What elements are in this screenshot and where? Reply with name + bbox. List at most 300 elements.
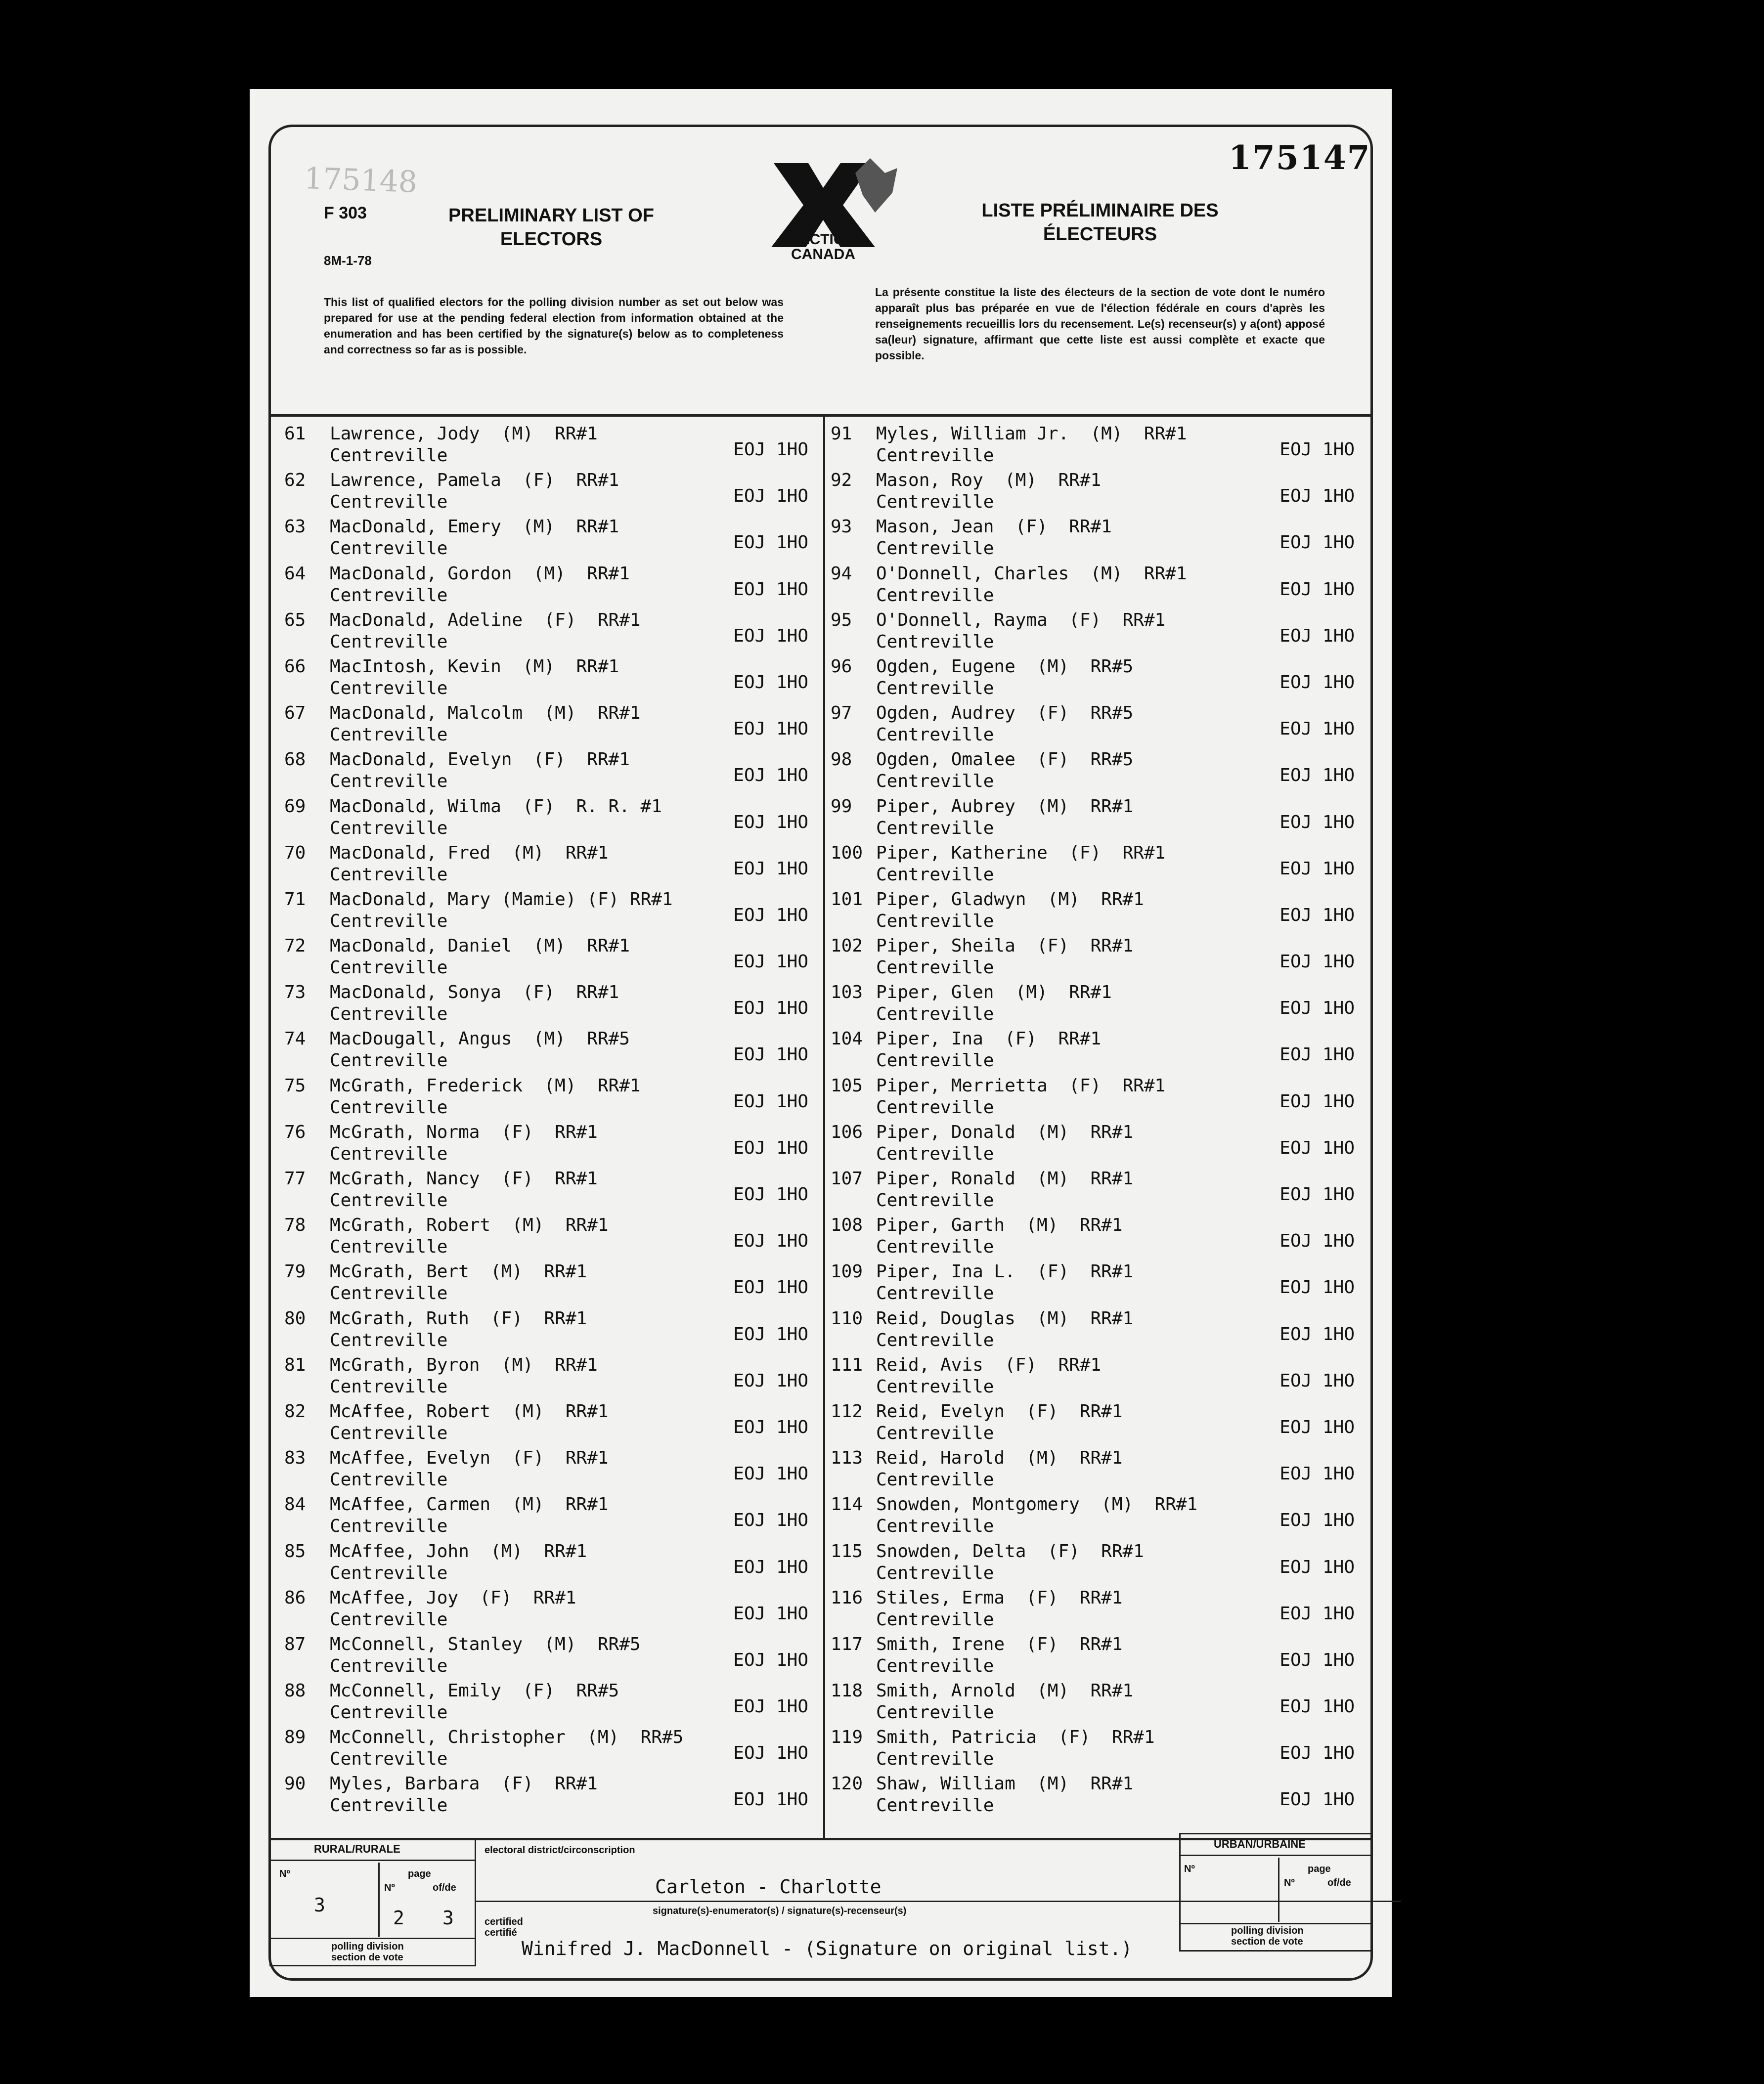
- logo-text-line2: CANADA: [791, 246, 855, 262]
- elector-number: 91: [831, 424, 852, 444]
- elector-town: Centreville: [876, 911, 994, 931]
- elector-name: Reid, Harold (M) RR#1: [876, 1448, 1123, 1469]
- elector-entry: [831, 516, 1355, 562]
- signature-label: signature(s)-enumerator(s) / signature(s)-recenseur(s): [653, 1906, 907, 1916]
- elector-number: 65: [284, 609, 306, 630]
- elector-entry: [831, 1680, 1355, 1726]
- elector-town: Centreville: [876, 678, 994, 698]
- certified-fr: certifié: [485, 1927, 517, 1938]
- elector-entry: [831, 1214, 1355, 1260]
- elector-name: Piper, Donald (M) RR#1: [876, 1122, 1134, 1142]
- polling-fr: section de vote: [331, 1952, 403, 1963]
- elector-postal-code: EOJ 1HO: [733, 1417, 808, 1437]
- elector-postal-code: EOJ 1HO: [1279, 532, 1355, 553]
- elector-number: 105: [831, 1075, 863, 1096]
- elector-town: Centreville: [876, 492, 994, 513]
- polling-en: polling division: [331, 1941, 404, 1952]
- elector-name: McAffee, Carmen (M) RR#1: [330, 1494, 609, 1515]
- elector-name: MacIntosh, Kevin (M) RR#1: [330, 656, 619, 677]
- elector-name: Mason, Roy (M) RR#1: [876, 470, 1102, 491]
- title-en-line1: PRELIMINARY LIST OF: [448, 205, 654, 226]
- elector-number: 97: [831, 703, 852, 724]
- elector-town: Centreville: [330, 1330, 448, 1350]
- elector-entry: [284, 1354, 808, 1400]
- elector-number: 79: [284, 1261, 306, 1282]
- elector-postal-code: EOJ 1HO: [1279, 905, 1355, 925]
- elector-entry: [831, 1447, 1355, 1493]
- urban-rule: [1179, 1855, 1373, 1856]
- page-number: 2: [393, 1907, 404, 1929]
- elector-entry: [284, 1726, 808, 1773]
- urban-of-label: of/de: [1327, 1877, 1351, 1888]
- elector-entry: [284, 935, 808, 981]
- elector-postal-code: EOJ 1HO: [733, 1324, 808, 1345]
- elector-postal-code: EOJ 1HO: [1279, 1324, 1355, 1345]
- elector-postal-code: EOJ 1HO: [733, 1603, 808, 1624]
- elector-postal-code: EOJ 1HO: [733, 1510, 808, 1531]
- elector-number: 90: [284, 1774, 306, 1794]
- urban-polling-en: polling division: [1231, 1925, 1304, 1936]
- elector-number: 108: [831, 1215, 863, 1236]
- elector-postal-code: EOJ 1HO: [1279, 719, 1355, 739]
- elector-town: Centreville: [876, 1097, 994, 1118]
- elector-name: Ogden, Eugene (M) RR#5: [876, 656, 1134, 677]
- elector-postal-code: EOJ 1HO: [1279, 1370, 1355, 1391]
- urban-bottom-rule: [1179, 1923, 1373, 1924]
- elector-entry: [831, 655, 1355, 702]
- elector-name: Lawrence, Pamela (F) RR#1: [330, 470, 619, 491]
- urban-divider: [1278, 1858, 1279, 1922]
- serial-number: 175147: [1229, 138, 1371, 177]
- elector-postal-code: EOJ 1HO: [1279, 1789, 1355, 1810]
- elector-entry: [284, 1680, 808, 1726]
- elector-name: MacDonald, Sonya (F) RR#1: [330, 982, 619, 1003]
- elector-name: Smith, Patricia (F) RR#1: [876, 1727, 1155, 1748]
- elector-town: Centreville: [876, 1470, 994, 1490]
- elector-postal-code: EOJ 1HO: [733, 1650, 808, 1670]
- elector-name: MacDonald, Emery (M) RR#1: [330, 517, 619, 537]
- elector-postal-code: EOJ 1HO: [733, 812, 808, 832]
- urban-polling-fr: section de vote: [1231, 1936, 1303, 1947]
- elector-entry: [831, 1028, 1355, 1074]
- elector-entry: [284, 516, 808, 562]
- document-sheet: [250, 89, 1392, 1997]
- elector-name: Reid, Evelyn (F) RR#1: [876, 1401, 1123, 1422]
- elector-name: Myles, Barbara (F) RR#1: [330, 1774, 598, 1794]
- elector-town: Centreville: [330, 771, 448, 792]
- elector-postal-code: EOJ 1HO: [733, 1789, 808, 1810]
- elector-town: Centreville: [330, 818, 448, 838]
- rural-label: RURAL/RURALE: [314, 1843, 400, 1855]
- bleed-through-serial: 175148: [303, 161, 418, 200]
- elector-name: Smith, Arnold (M) RR#1: [876, 1681, 1134, 1701]
- elector-name: McGrath, Frederick (M) RR#1: [330, 1075, 641, 1096]
- elector-name: Piper, Aubrey (M) RR#1: [876, 796, 1134, 817]
- elector-number: 86: [284, 1587, 306, 1608]
- elector-number: 120: [831, 1774, 863, 1794]
- elector-postal-code: EOJ 1HO: [1279, 1650, 1355, 1670]
- elector-town: Centreville: [330, 1516, 448, 1537]
- elector-name: MacDonald, Malcolm (M) RR#1: [330, 703, 641, 724]
- elector-name: McAffee, Robert (M) RR#1: [330, 1401, 609, 1422]
- elector-postal-code: EOJ 1HO: [1279, 812, 1355, 832]
- elector-postal-code: EOJ 1HO: [1279, 486, 1355, 507]
- elector-town: Centreville: [876, 1283, 994, 1304]
- elector-number: 94: [831, 563, 852, 584]
- rural-of-label: of/de: [433, 1882, 456, 1893]
- elector-number: 71: [284, 889, 306, 910]
- urban-polling-label: [1231, 1925, 1304, 1947]
- elector-town: Centreville: [876, 1330, 994, 1350]
- elector-town: Centreville: [330, 957, 448, 978]
- elector-entry: [284, 655, 808, 702]
- rural-rule: [269, 1860, 476, 1861]
- elector-entry: [284, 563, 808, 609]
- elector-postal-code: EOJ 1HO: [733, 719, 808, 739]
- elector-name: Shaw, William (M) RR#1: [876, 1774, 1134, 1794]
- elector-entry: [284, 1168, 808, 1214]
- elector-number: 96: [831, 656, 852, 677]
- elector-entry: [831, 1773, 1355, 1819]
- elector-entry: [831, 1493, 1355, 1540]
- rural-number: 3: [314, 1894, 325, 1916]
- elector-town: Centreville: [876, 1376, 994, 1397]
- elector-town: Centreville: [876, 445, 994, 466]
- elector-town: Centreville: [876, 1004, 994, 1025]
- elector-name: Reid, Douglas (M) RR#1: [876, 1308, 1134, 1329]
- rural-no-label: Nº: [279, 1868, 290, 1879]
- elector-name: Snowden, Montgomery (M) RR#1: [876, 1494, 1198, 1515]
- elector-name: Ogden, Audrey (F) RR#5: [876, 703, 1134, 724]
- elector-postal-code: EOJ 1HO: [733, 672, 808, 693]
- elector-entry: [831, 1075, 1355, 1121]
- elector-entry: [831, 1121, 1355, 1168]
- elector-entry: [284, 1214, 808, 1260]
- elector-name: Snowden, Delta (F) RR#1: [876, 1541, 1144, 1562]
- elector-number: 93: [831, 517, 852, 537]
- elector-number: 73: [284, 982, 306, 1003]
- elector-town: Centreville: [330, 492, 448, 513]
- elector-postal-code: EOJ 1HO: [733, 439, 808, 460]
- elector-name: Piper, Gladwyn (M) RR#1: [876, 889, 1144, 910]
- elector-number: 102: [831, 936, 863, 956]
- elector-postal-code: EOJ 1HO: [1279, 1603, 1355, 1624]
- elector-town: Centreville: [330, 1423, 448, 1443]
- elector-number: 104: [831, 1029, 863, 1049]
- elector-name: MacDonald, Daniel (M) RR#1: [330, 936, 630, 956]
- elector-name: Piper, Glen (M) RR#1: [876, 982, 1112, 1003]
- elector-number: 89: [284, 1727, 306, 1748]
- elector-number: 85: [284, 1541, 306, 1562]
- certified-label: [485, 1916, 523, 1938]
- elector-name: McConnell, Stanley (M) RR#5: [330, 1634, 641, 1654]
- elector-postal-code: EOJ 1HO: [733, 532, 808, 553]
- elector-name: Piper, Ronald (M) RR#1: [876, 1169, 1134, 1189]
- elector-town: Centreville: [876, 1749, 994, 1770]
- elector-entry: [284, 888, 808, 935]
- title-fr-line1: LISTE PRÉLIMINAIRE DES: [981, 200, 1219, 221]
- elector-entry: [831, 981, 1355, 1028]
- elector-town: Centreville: [330, 445, 448, 466]
- elector-postal-code: EOJ 1HO: [733, 579, 808, 600]
- elector-number: 64: [284, 563, 306, 584]
- elector-number: 87: [284, 1634, 306, 1654]
- elector-entry: [831, 1400, 1355, 1447]
- elector-entry: [284, 1075, 808, 1121]
- elector-number: 76: [284, 1122, 306, 1142]
- elector-postal-code: EOJ 1HO: [1279, 1184, 1355, 1205]
- elector-number: 95: [831, 609, 852, 630]
- elector-entry: [284, 748, 808, 795]
- elector-number: 70: [284, 842, 306, 863]
- elector-entry: [831, 1168, 1355, 1214]
- elector-number: 68: [284, 749, 306, 770]
- elector-town: Centreville: [876, 538, 994, 559]
- elector-number: 101: [831, 889, 863, 910]
- elector-postal-code: EOJ 1HO: [733, 1137, 808, 1158]
- elector-entry: [831, 1260, 1355, 1307]
- district-label: electoral district/circonscription: [485, 1845, 635, 1856]
- elector-postal-code: EOJ 1HO: [1279, 765, 1355, 786]
- elector-town: Centreville: [330, 1237, 448, 1258]
- column-divider: [823, 415, 825, 1838]
- elector-name: MacDonald, Adeline (F) RR#1: [330, 609, 641, 630]
- rural-no-label-2: Nº: [384, 1882, 395, 1893]
- elector-postal-code: EOJ 1HO: [733, 1277, 808, 1298]
- elector-number: 77: [284, 1169, 306, 1189]
- elector-town: Centreville: [876, 1516, 994, 1537]
- elector-number: 115: [831, 1541, 863, 1562]
- elector-number: 61: [284, 424, 306, 444]
- elector-postal-code: EOJ 1HO: [1279, 1277, 1355, 1298]
- elector-number: 63: [284, 517, 306, 537]
- title-english: [433, 204, 670, 251]
- elector-name: Piper, Garth (M) RR#1: [876, 1215, 1123, 1236]
- elector-town: Centreville: [330, 1143, 448, 1164]
- elector-town: Centreville: [330, 1004, 448, 1025]
- elector-town: Centreville: [876, 1423, 994, 1443]
- elector-name: McConnell, Emily (F) RR#5: [330, 1681, 619, 1701]
- elector-postal-code: EOJ 1HO: [1279, 579, 1355, 600]
- elector-name: Piper, Sheila (F) RR#1: [876, 936, 1134, 956]
- elector-name: Piper, Katherine (F) RR#1: [876, 842, 1166, 863]
- elector-entry: [284, 795, 808, 842]
- elector-number: 112: [831, 1401, 863, 1422]
- elector-postal-code: EOJ 1HO: [1279, 1696, 1355, 1717]
- elector-town: Centreville: [876, 957, 994, 978]
- elector-entry: [831, 842, 1355, 888]
- elector-name: O'Donnell, Rayma (F) RR#1: [876, 609, 1166, 630]
- elector-entry: [284, 609, 808, 655]
- elector-entry: [284, 1028, 808, 1074]
- elector-name: McGrath, Norma (F) RR#1: [330, 1122, 598, 1142]
- elector-entry: [831, 609, 1355, 655]
- elector-name: McGrath, Bert (M) RR#1: [330, 1261, 587, 1282]
- elector-town: Centreville: [876, 725, 994, 745]
- elector-name: McAffee, Evelyn (F) RR#1: [330, 1448, 609, 1469]
- elector-town: Centreville: [876, 1237, 994, 1258]
- elector-entry: [284, 1307, 808, 1354]
- elector-name: McAffee, Joy (F) RR#1: [330, 1587, 576, 1608]
- elector-entry: [284, 1587, 808, 1633]
- elector-column-right: [831, 423, 1355, 1820]
- elector-postal-code: EOJ 1HO: [1279, 672, 1355, 693]
- elector-postal-code: EOJ 1HO: [733, 998, 808, 1019]
- elector-town: Centreville: [876, 818, 994, 838]
- elector-postal-code: EOJ 1HO: [733, 765, 808, 786]
- rural-bottom-rule: [269, 1938, 476, 1939]
- elector-name: MacDougall, Angus (M) RR#5: [330, 1029, 630, 1049]
- elector-postal-code: EOJ 1HO: [733, 905, 808, 925]
- elector-number: 83: [284, 1448, 306, 1469]
- elector-postal-code: EOJ 1HO: [1279, 998, 1355, 1019]
- elector-name: MacDonald, Gordon (M) RR#1: [330, 563, 630, 584]
- elector-name: MacDonald, Fred (M) RR#1: [330, 842, 609, 863]
- elector-postal-code: EOJ 1HO: [733, 1091, 808, 1112]
- logo-text: [759, 232, 887, 262]
- elector-number: 66: [284, 656, 306, 677]
- elector-postal-code: EOJ 1HO: [733, 1743, 808, 1764]
- elector-entry: [831, 423, 1355, 469]
- elector-town: Centreville: [330, 585, 448, 606]
- elector-town: Centreville: [876, 1795, 994, 1816]
- elector-town: Centreville: [876, 1050, 994, 1071]
- elector-entry: [831, 1540, 1355, 1587]
- elector-town: Centreville: [330, 725, 448, 745]
- elector-number: 72: [284, 936, 306, 956]
- elector-entry: [831, 935, 1355, 981]
- elector-number: 106: [831, 1122, 863, 1142]
- elector-number: 118: [831, 1681, 863, 1701]
- elector-name: Ogden, Omalee (F) RR#5: [876, 749, 1134, 770]
- elector-town: Centreville: [330, 678, 448, 698]
- elector-number: 119: [831, 1727, 863, 1748]
- elector-name: Piper, Merrietta (F) RR#1: [876, 1075, 1166, 1096]
- page-total: 3: [442, 1907, 454, 1929]
- elector-postal-code: EOJ 1HO: [1279, 1743, 1355, 1764]
- elector-postal-code: EOJ 1HO: [1279, 1137, 1355, 1158]
- rural-page-label: page: [408, 1868, 431, 1879]
- elector-entry: [831, 563, 1355, 609]
- elector-town: Centreville: [330, 1190, 448, 1211]
- elector-town: Centreville: [876, 1609, 994, 1630]
- elector-entry: [831, 469, 1355, 516]
- elector-town: Centreville: [876, 585, 994, 606]
- elector-town: Centreville: [876, 864, 994, 885]
- elector-postal-code: EOJ 1HO: [733, 1044, 808, 1065]
- elector-name: McAffee, John (M) RR#1: [330, 1541, 587, 1562]
- elector-entry: [284, 702, 808, 748]
- elector-name: O'Donnell, Charles (M) RR#1: [876, 563, 1187, 584]
- elector-name: Smith, Irene (F) RR#1: [876, 1634, 1123, 1654]
- elector-postal-code: EOJ 1HO: [1279, 1044, 1355, 1065]
- elector-town: Centreville: [876, 1702, 994, 1723]
- elector-town: Centreville: [330, 1795, 448, 1816]
- elector-entry: [284, 1447, 808, 1493]
- elector-name: McGrath, Robert (M) RR#1: [330, 1215, 609, 1236]
- elector-postal-code: EOJ 1HO: [733, 1231, 808, 1252]
- elector-town: Centreville: [330, 1470, 448, 1490]
- title-french: [962, 199, 1238, 246]
- elector-number: 110: [831, 1308, 863, 1329]
- elector-entry: [831, 888, 1355, 935]
- elector-number: 99: [831, 796, 852, 817]
- elector-town: Centreville: [876, 1563, 994, 1583]
- elector-town: Centreville: [876, 1655, 994, 1676]
- elector-number: 78: [284, 1215, 306, 1236]
- elector-town: Centreville: [330, 1097, 448, 1118]
- elector-postal-code: EOJ 1HO: [1279, 439, 1355, 460]
- urban-label: URBAN/URBAINE: [1214, 1838, 1306, 1850]
- elector-town: Centreville: [876, 771, 994, 792]
- elector-name: Piper, Ina L. (F) RR#1: [876, 1261, 1134, 1282]
- elector-number: 88: [284, 1681, 306, 1701]
- elector-entry: [831, 748, 1355, 795]
- title-en-line2: ELECTORS: [500, 229, 603, 250]
- elector-number: 84: [284, 1494, 306, 1515]
- elector-entry: [831, 795, 1355, 842]
- rural-divider: [378, 1863, 380, 1937]
- elector-postal-code: EOJ 1HO: [733, 952, 808, 972]
- elector-entry: [284, 469, 808, 516]
- elector-entry: [284, 1400, 808, 1447]
- elector-number: 82: [284, 1401, 306, 1422]
- elector-entry: [284, 1493, 808, 1540]
- elector-name: Mason, Jean (F) RR#1: [876, 517, 1112, 537]
- elector-town: Centreville: [330, 1563, 448, 1583]
- elector-name: McConnell, Christopher (M) RR#5: [330, 1727, 684, 1748]
- form-code: F 303: [324, 204, 367, 222]
- elector-number: 107: [831, 1169, 863, 1189]
- elector-postal-code: EOJ 1HO: [733, 1184, 808, 1205]
- certified-en: certified: [485, 1916, 523, 1927]
- elector-postal-code: EOJ 1HO: [733, 1557, 808, 1577]
- elector-number: 109: [831, 1261, 863, 1282]
- elector-entry: [284, 423, 808, 469]
- elector-town: Centreville: [876, 1190, 994, 1211]
- elector-number: 74: [284, 1029, 306, 1049]
- elector-name: Reid, Avis (F) RR#1: [876, 1354, 1102, 1375]
- elector-name: Myles, William Jr. (M) RR#1: [876, 424, 1187, 444]
- elector-postal-code: EOJ 1HO: [1279, 1510, 1355, 1531]
- elector-postal-code: EOJ 1HO: [1279, 952, 1355, 972]
- elector-entry: [284, 1540, 808, 1587]
- elector-postal-code: EOJ 1HO: [1279, 858, 1355, 879]
- elector-column-left: [284, 423, 808, 1820]
- elector-town: Centreville: [330, 1702, 448, 1723]
- elector-entry: [284, 842, 808, 888]
- elector-postal-code: EOJ 1HO: [1279, 625, 1355, 646]
- elector-entry: [831, 1354, 1355, 1400]
- elector-postal-code: EOJ 1HO: [1279, 1464, 1355, 1484]
- elector-name: McGrath, Nancy (F) RR#1: [330, 1169, 598, 1189]
- elector-number: 113: [831, 1448, 863, 1469]
- elector-name: Piper, Ina (F) RR#1: [876, 1029, 1102, 1049]
- rural-polling-label: [331, 1941, 404, 1963]
- elector-number: 111: [831, 1354, 863, 1375]
- urban-no-label-2: Nº: [1284, 1877, 1295, 1888]
- elector-entry: [284, 981, 808, 1028]
- district-value: Carleton - Charlotte: [655, 1876, 882, 1898]
- elector-number: 62: [284, 470, 306, 491]
- elector-town: Centreville: [330, 538, 448, 559]
- enumerator-signature: Winifred J. MacDonnell - (Signature on original list.): [522, 1938, 1133, 1959]
- note-english: This list of qualified electors for the polling division number as set out below was prepared for use at the pending federal election from information obtained at the enumeration and has been certified by the signature(s) below as to completeness and correctness so far as is possible.: [324, 296, 784, 356]
- elector-town: Centreville: [876, 1143, 994, 1164]
- elector-town: Centreville: [330, 864, 448, 885]
- elector-town: Centreville: [330, 911, 448, 931]
- title-fr-line2: ÉLECTEURS: [1043, 224, 1157, 245]
